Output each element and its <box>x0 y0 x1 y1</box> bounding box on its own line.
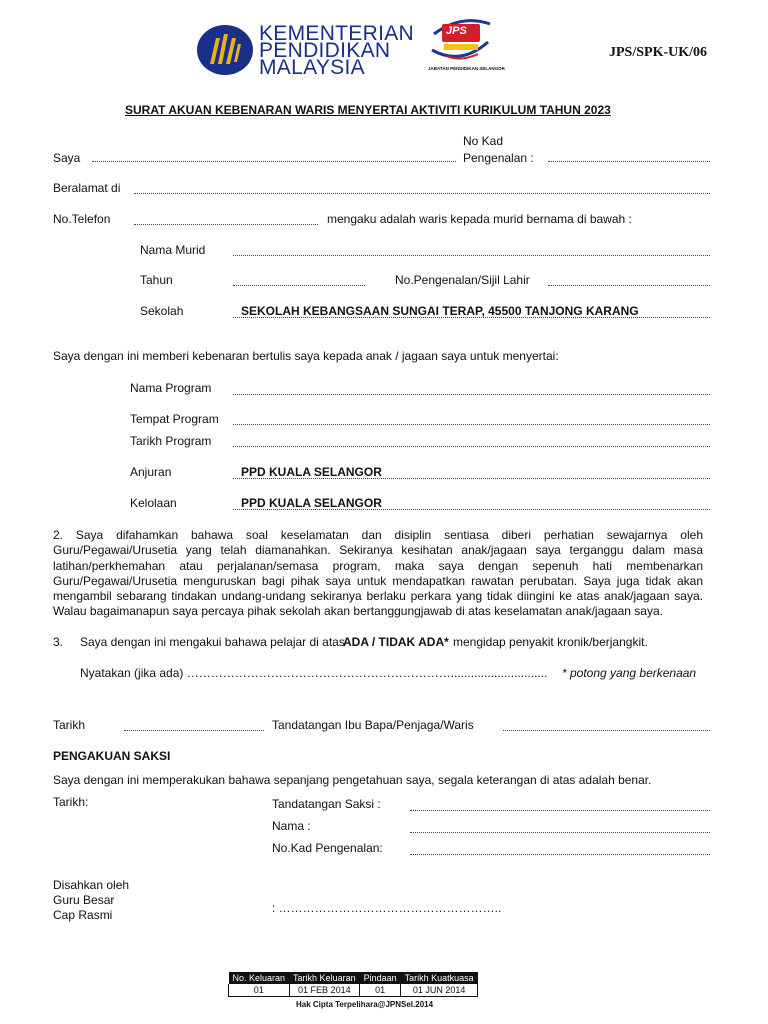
kpm-line-1: KEMENTERIAN <box>259 22 414 45</box>
telefon-label: No.Telefon <box>53 212 111 226</box>
telefon-field[interactable] <box>134 224 318 225</box>
saya-field[interactable] <box>92 161 456 162</box>
revision-table-value-row <box>229 984 478 997</box>
guru-besar-sign-line[interactable]: : ……………………………………………….. <box>272 901 502 915</box>
witness-heading: PENGAKUAN SAKSI <box>53 749 171 763</box>
kpm-line-2: PENDIDIKAN <box>259 39 391 62</box>
tandatangan-waris-label: Tandatangan Ibu Bapa/Penjaga/Waris <box>272 718 474 732</box>
nopengenalan-field[interactable] <box>548 285 710 286</box>
nyatakan-line[interactable]: Nyatakan (jika ada) …………………………………………………………............................. <box>80 666 548 680</box>
tempat-program-label: Tempat Program <box>130 412 219 426</box>
nama-murid-label: Nama Murid <box>140 243 206 257</box>
witness-tarikh-label: Tarikh: <box>53 795 89 809</box>
nama-program-field[interactable] <box>233 394 710 395</box>
header-no-keluaran: No. Keluaran <box>229 972 290 984</box>
beralamat-label: Beralamat di <box>53 181 121 195</box>
kpm-logo <box>196 24 254 76</box>
nokad-saksi-field[interactable] <box>410 854 710 855</box>
clause-3-option[interactable]: ADA / TIDAK ADA* <box>343 635 449 649</box>
tahun-label: Tahun <box>140 273 173 287</box>
nama-saksi-label: Nama : <box>272 819 311 833</box>
anjuran-underline <box>233 478 710 479</box>
header-pindaan: Pindaan <box>360 972 401 984</box>
value-no-keluaran: 01 <box>229 984 290 997</box>
tarikh-field[interactable] <box>124 730 264 731</box>
nama-saksi-field[interactable] <box>410 832 710 833</box>
sekolah-label: Sekolah <box>140 304 184 318</box>
sekolah-value: SEKOLAH KEBANGSAAN SUNGAI TERAP, 45500 TANJONG KARANG <box>241 304 639 318</box>
kelolaan-underline <box>233 509 710 510</box>
anjuran-value: PPD KUALA SELANGOR <box>241 465 382 479</box>
disahkan-line-1: Disahkan oleh <box>53 878 130 892</box>
anjuran-label: Anjuran <box>130 465 172 479</box>
nokad-label-line2: Pengenalan : <box>463 151 534 165</box>
disahkan-line-3: Cap Rasmi <box>53 908 113 922</box>
disahkan-line-2: Guru Besar <box>53 893 115 907</box>
revision-table-header-row <box>229 972 478 984</box>
header-tarikh-keluaran: Tarikh Keluaran <box>289 972 360 984</box>
alamat-field[interactable] <box>134 193 710 194</box>
saya-label: Saya <box>53 151 81 165</box>
revision-table <box>228 972 478 997</box>
tempat-program-field[interactable] <box>233 424 710 425</box>
potong-note: * potong yang berkenaan <box>562 666 697 680</box>
document-title: SURAT AKUAN KEBENARAN WARIS MENYERTAI AKTIVITI KURIKULUM TAHUN 2023 <box>125 103 611 117</box>
clause-2-paragraph: 2. Saya difahamkan bahawa soal keselamatan dan disiplin sentiasa diberi perhatian sewajarnya oleh Guru/Pegawai/Urusetia yang telah diamanahkan. Sekiranya kesihatan anak/jagaan saya terganggu dalam masa latihan/perkhemahan atau perjalanan/semasa program, maka saya dengan sepenuh hati membenarkan Guru/Pegawai/Urusetia menguruskan bagi pihak saya untuk mendapatkan rawatan perubatan. Saya juga tidak akan mengambil sebarang tindakan undang-undang sekiranya berlaku perkara yang tidak diingini ke atas anak/jagaan saya. Walau bagaimanapun saya percaya pihak sekolah akan bertanggungjawab di atas keselamatan anak/jagaan saya. <box>53 528 703 619</box>
clause-3-text-before: Saya dengan ini mengakui bahawa pelajar di atas <box>80 635 345 649</box>
tarikh-program-label: Tarikh Program <box>130 434 212 448</box>
kpm-wordmark <box>259 22 414 79</box>
nopengenalan-label: No.Pengenalan/Sijil Lahir <box>395 273 530 287</box>
mengaku-text: mengaku adalah waris kepada murid bernama di bawah : <box>327 212 632 226</box>
jps-badge-text: JPS <box>446 25 467 37</box>
nokad-label-line1: No Kad <box>463 134 504 148</box>
tandatangan-waris-field[interactable] <box>503 730 710 731</box>
witness-statement: Saya dengan ini memperakukan bahawa sepanjang pengetahuan saya, segala keterangan di atas adalah benar. <box>53 773 652 787</box>
value-tarikh-kuatkuasa: 01 JUN 2014 <box>401 984 478 997</box>
clause-3-number: 3. <box>53 635 64 649</box>
value-pindaan: 01 <box>360 984 401 997</box>
tahun-field[interactable] <box>233 285 365 286</box>
copyright-notice: Hak Cipta Terpelihara@JPNSel.2014 <box>296 1000 434 1009</box>
kelolaan-value: PPD KUALA SELANGOR <box>241 496 382 510</box>
nama-murid-field[interactable] <box>233 255 710 256</box>
tarikh-program-field[interactable] <box>233 446 710 447</box>
sekolah-underline <box>233 317 710 318</box>
tarikh-label: Tarikh <box>53 718 86 732</box>
nama-program-label: Nama Program <box>130 381 212 395</box>
nokad-field[interactable] <box>548 161 710 162</box>
kpm-emblem-icon <box>196 24 254 76</box>
form-reference: JPS/SPK-UK/06 <box>609 45 708 60</box>
value-tarikh-keluaran: 01 FEB 2014 <box>289 984 360 997</box>
jps-caption: JABATAN PENDIDIKAN SELANGOR <box>428 66 505 71</box>
clause-3-text-after: mengidap penyakit kronik/berjangkit. <box>453 635 648 649</box>
kelolaan-label: Kelolaan <box>130 496 177 510</box>
header-tarikh-kuatkuasa: Tarikh Kuatkuasa <box>401 972 478 984</box>
nokad-saksi-label: No.Kad Pengenalan: <box>272 841 383 855</box>
tandatangan-saksi-label: Tandatangan Saksi : <box>272 797 381 811</box>
kpm-line-3: MALAYSIA <box>259 56 365 79</box>
consent-intro: Saya dengan ini memberi kebenaran bertulis saya kepada anak / jagaan saya untuk menyertai: <box>53 349 559 363</box>
tandatangan-saksi-field[interactable] <box>410 810 710 811</box>
